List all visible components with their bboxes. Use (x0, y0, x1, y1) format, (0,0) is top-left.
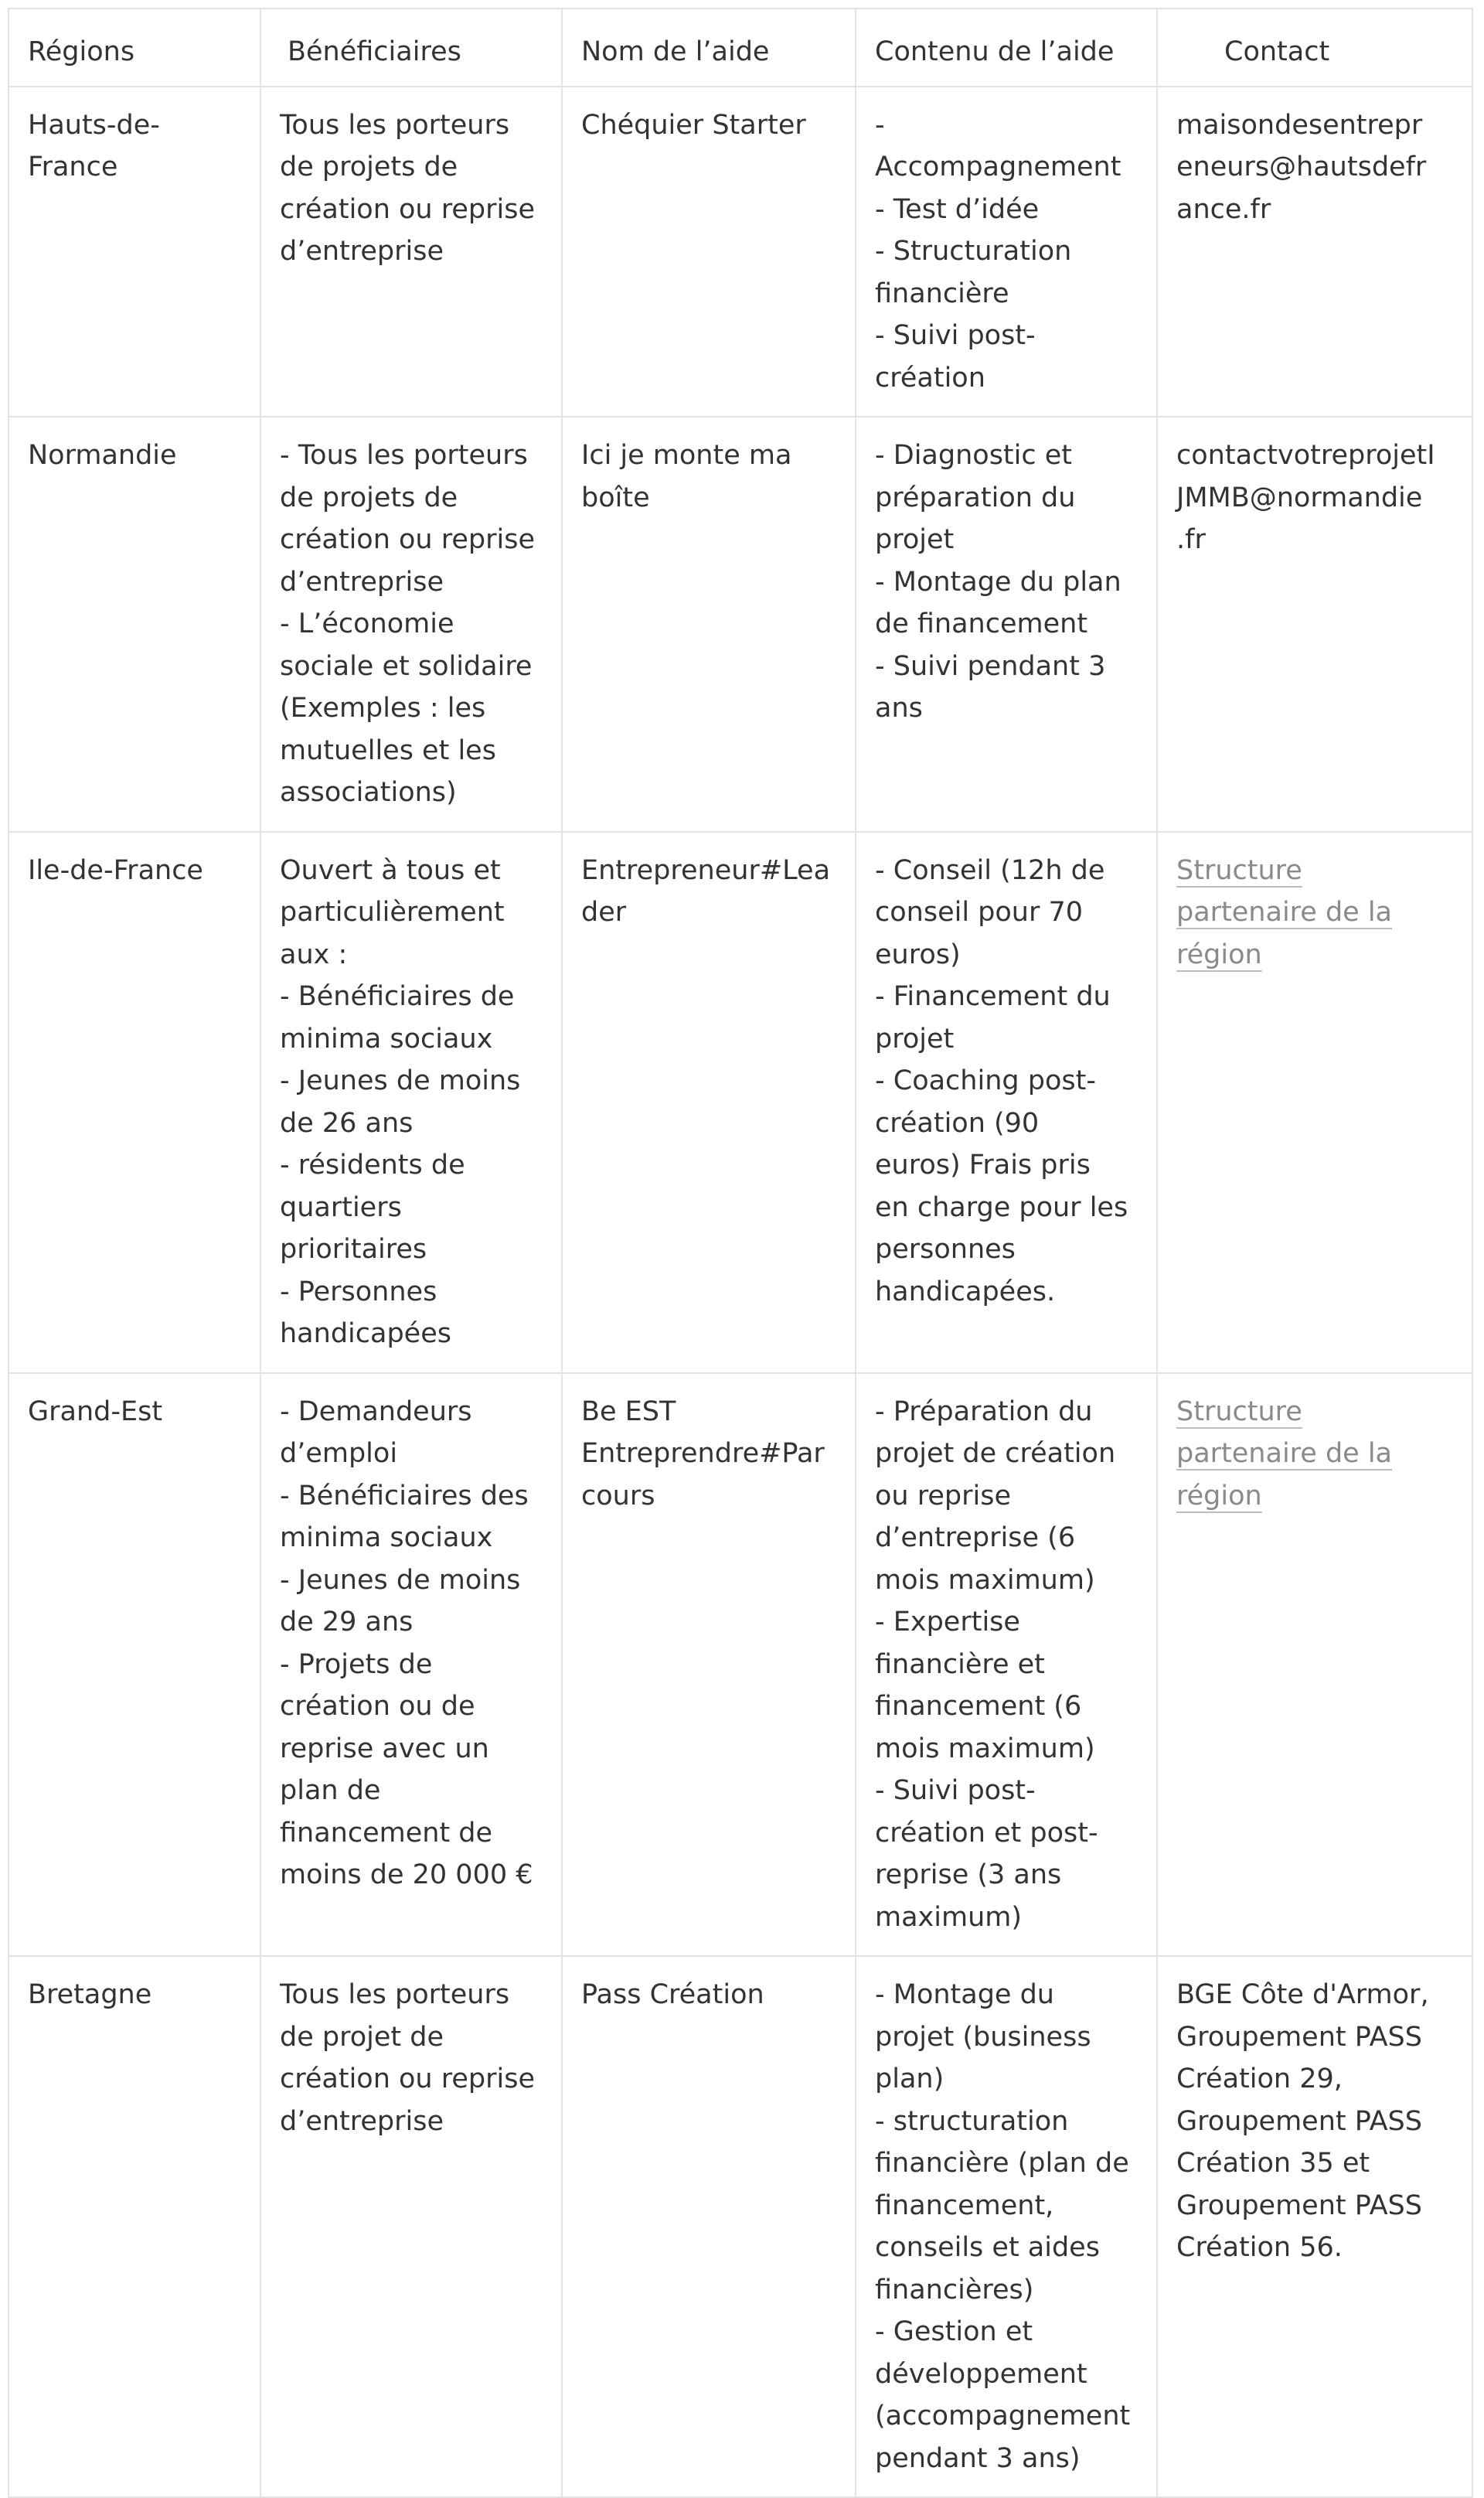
table-row (9, 87, 1472, 417)
cell-beneficiaires: - Tous les porteurs de projets de création ou reprise d’entreprise - L’économie sociale et solidaire (Exemples : les mutuelles et les associations) (260, 417, 562, 832)
cell-region: Hauts-de- France (9, 87, 260, 417)
table-header-row (9, 9, 1472, 87)
cell-region: Ile-de-France (9, 832, 260, 1373)
contact-link[interactable]: Structure partenaire de la région (1176, 854, 1392, 970)
cell-contact: BGE Côte d'Armor, Groupement PASS Création 29, Groupement PASS Création 35 et Groupement PASS Création 56. (1157, 1956, 1472, 2497)
cell-region: Grand-Est (9, 1373, 260, 1957)
cell-contact: contactvotreprojetI JMMB@normandie .fr (1157, 417, 1472, 832)
table-body (9, 87, 1472, 2498)
cell-contact (1157, 1373, 1472, 1957)
cell-contact: maisondesentrepr eneurs@hautsdefr ance.fr (1157, 87, 1472, 417)
cell-beneficiaires: Tous les porteurs de projets de création ou reprise d’entreprise (260, 87, 562, 417)
cell-nom-aide: Entrepreneur#Lea der (562, 832, 856, 1373)
cell-contenu-aide: - Montage du projet (business plan) - structuration financière (plan de financement, conseils et aides financières) - Gestion et développement (accompagnement pendant 3 ans) (856, 1956, 1157, 2497)
cell-nom-aide: Chéquier Starter (562, 87, 856, 417)
cell-nom-aide: Be EST Entreprendre#Par cours (562, 1373, 856, 1957)
cell-region: Bretagne (9, 1956, 260, 2497)
table-row (9, 1373, 1472, 1957)
cell-nom-aide: Ici je monte ma boîte (562, 417, 856, 832)
cell-beneficiaires: Tous les porteurs de projet de création ou reprise d’entreprise (260, 1956, 562, 2497)
cell-contenu-aide: - Diagnostic et préparation du projet - Montage du plan de financement - Suivi pendant 3 ans (856, 417, 1157, 832)
header-contact: Contact (1157, 9, 1472, 87)
regional-aid-table (8, 8, 1473, 2498)
table-row (9, 832, 1472, 1373)
cell-contenu-aide: - Conseil (12h de conseil pour 70 euros) - Financement du projet - Coaching post- création (90 euros) Frais pris en charge pour les personnes handicapées. (856, 832, 1157, 1373)
header-beneficiaires: Bénéficiaires (260, 9, 562, 87)
cell-beneficiaires: - Demandeurs d’emploi - Bénéficiaires des minima sociaux - Jeunes de moins de 29 ans - Projets de création ou de reprise avec un plan de financement de moins de 20 000 € (260, 1373, 562, 1957)
contact-link[interactable]: Structure partenaire de la région (1176, 1396, 1392, 1511)
table-header (9, 9, 1472, 87)
header-nom-aide: Nom de l’aide (562, 9, 856, 87)
header-regions: Régions (9, 9, 260, 87)
cell-region: Normandie (9, 417, 260, 832)
cell-contact (1157, 832, 1472, 1373)
cell-contenu-aide: - Préparation du projet de création ou reprise d’entreprise (6 mois maximum) - Expertise financière et financement (6 mois maximum) - Suivi post- création et post- reprise (3 ans maximum) (856, 1373, 1157, 1957)
cell-nom-aide: Pass Création (562, 1956, 856, 2497)
cell-beneficiaires: Ouvert à tous et particulièrement aux : - Bénéficiaires de minima sociaux - Jeunes de moins de 26 ans - résidents de quartiers prioritaires - Personnes handicapées (260, 832, 562, 1373)
header-contenu-aide: Contenu de l’aide (856, 9, 1157, 87)
table-row (9, 1956, 1472, 2497)
cell-contenu-aide: - Accompagnement - Test d’idée - Structuration financière - Suivi post- création (856, 87, 1157, 417)
table-row (9, 417, 1472, 832)
